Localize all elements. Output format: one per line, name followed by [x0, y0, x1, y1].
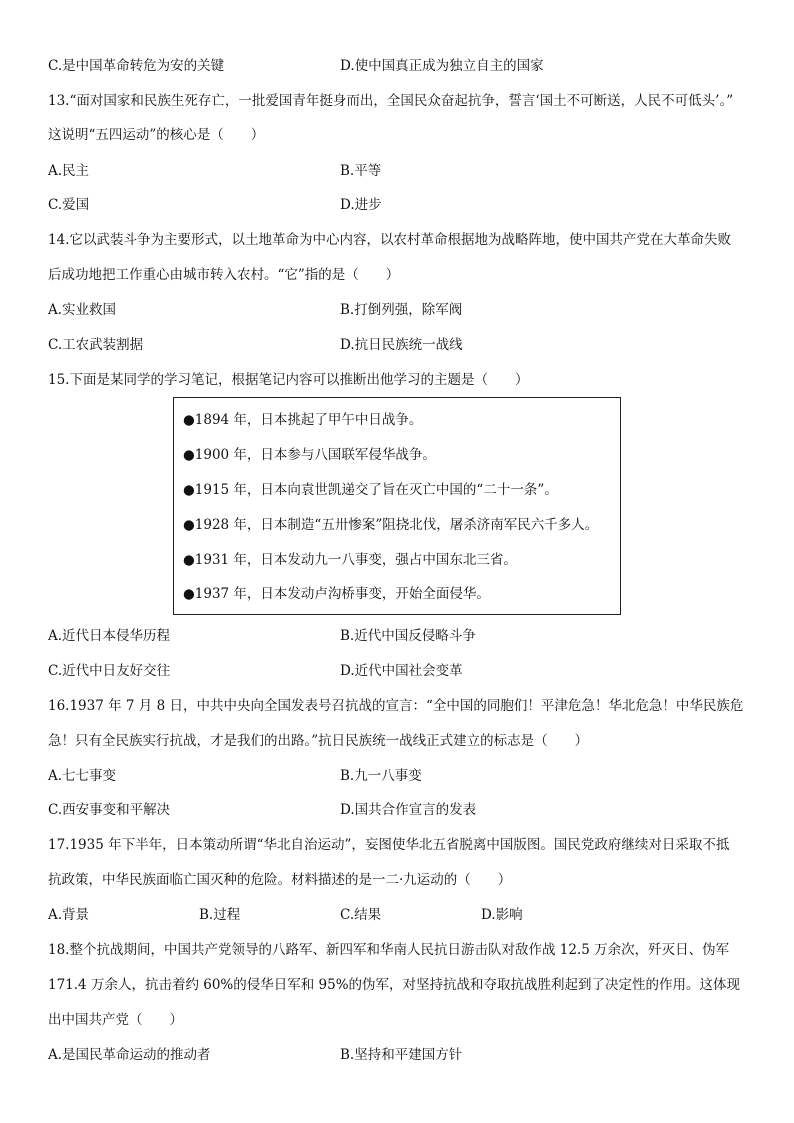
q17-stem-line2: 抗政策，中华民族面临亡国灭种的危险。材料描述的是一二·九运动的（ ） — [48, 872, 512, 888]
q14-stem-line1: 14.它以武装斗争为主要形式，以土地革命为中心内容，以农村革命根据地为战略阵地，使中国共产党在大革命失败 — [48, 232, 731, 248]
q17-stem-line1: 17.1935 年下半年，日本策动所谓“华北自治运动”，妄图使华北五省脱离中国版图。国民党政府继续对日采取不抵 — [48, 837, 730, 853]
q17-option-c: C.结果 — [340, 907, 382, 923]
q13-stem-line2: 这说明“五四运动”的核心是（ ） — [48, 127, 265, 143]
study-notes-box — [173, 397, 621, 615]
note-line: ●1928 年，日本制造“五卅惨案”阻挠北伐，屠杀济南军民六千多人。 — [183, 517, 599, 533]
q14-option-d: D.抗日民族统一战线 — [340, 337, 463, 353]
note-line: ●1937 年，日本发动卢沟桥事变，开始全面侵华。 — [183, 586, 490, 602]
q16-stem-line1: 16.1937 年 7 月 8 日，中共中央向全国发表号召抗战的宣言：“全中国的同胞们！平津危急！华北危急！中华民族危 — [48, 698, 744, 714]
q16-option-a: A.七七事变 — [48, 768, 117, 784]
q13-stem-line1: 13.“面对国家和民族生死存亡，一批爱国青年挺身而出，全国民众奋起抗争，誓言‘国土不可断送，人民不可低头’。” — [48, 93, 734, 109]
q17-option-a: A.背景 — [48, 907, 90, 923]
q15-option-d: D.近代中国社会变革 — [340, 663, 463, 679]
q16-option-b: B.九一八事变 — [340, 768, 422, 784]
q17-option-b: B.过程 — [199, 907, 241, 923]
q15-option-a: A.近代日本侵华历程 — [48, 628, 171, 644]
q16-option-d: D.国共合作宣言的发表 — [340, 802, 477, 818]
note-line: ●1894 年，日本挑起了甲午中日战争。 — [183, 412, 423, 428]
q18-stem-line1: 18.整个抗战期间，中国共产党领导的八路军、新四军和华南人民抗日游击队对敌作战 12.5 万余次，歼灭日、伪军 — [48, 942, 730, 958]
q13-option-a: A.民主 — [48, 163, 90, 179]
q12-option-c: C.是中国革命转危为安的关键 — [48, 58, 225, 74]
q14-stem-line2: 后成功地把工作重心由城市转入农村。“它”指的是（ ） — [48, 267, 400, 283]
q15-option-b: B.近代中国反侵略斗争 — [340, 628, 476, 644]
note-line: ●1931 年，日本发动九一八事变，强占中国东北三省。 — [183, 552, 517, 568]
q18-option-a: A.是国民革命运动的推动者 — [48, 1047, 211, 1063]
q18-option-b: B.坚持和平建国方针 — [340, 1047, 463, 1063]
q17-option-d: D.影响 — [481, 907, 523, 923]
q13-option-c: C.爱国 — [48, 197, 90, 213]
q14-option-b: B.打倒列强，除军阀 — [340, 302, 463, 318]
note-line: ●1900 年，日本参与八国联军侵华战争。 — [183, 447, 436, 463]
q14-option-a: A.实业救国 — [48, 302, 117, 318]
q18-stem-line2: 171.4 万余人，抗击着约 60%的侵华日军和 95%的伪军，对坚持抗战和夺取抗战胜利起到了决定性的作用。这体现 — [48, 977, 741, 993]
q16-option-c: C.西安事变和平解决 — [48, 802, 171, 818]
q16-stem-line2: 急！只有全民族实行抗战，才是我们的出路。”抗日民族统一战线正式建立的标志是（ ） — [48, 733, 589, 749]
q15-stem: 15.下面是某同学的学习笔记，根据笔记内容可以推断出他学习的主题是（ ） — [48, 372, 529, 388]
q15-option-c: C.近代中日友好交往 — [48, 663, 171, 679]
q13-option-d: D.进步 — [340, 197, 382, 213]
note-line: ●1915 年，日本向袁世凯递交了旨在灭亡中国的“二十一条”。 — [183, 482, 558, 498]
q18-stem-line3: 出中国共产党（ ） — [48, 1012, 183, 1028]
q12-option-d: D.使中国真正成为独立自主的国家 — [340, 58, 544, 74]
q14-option-c: C.工农武装割据 — [48, 337, 144, 353]
q13-option-b: B.平等 — [340, 163, 382, 179]
